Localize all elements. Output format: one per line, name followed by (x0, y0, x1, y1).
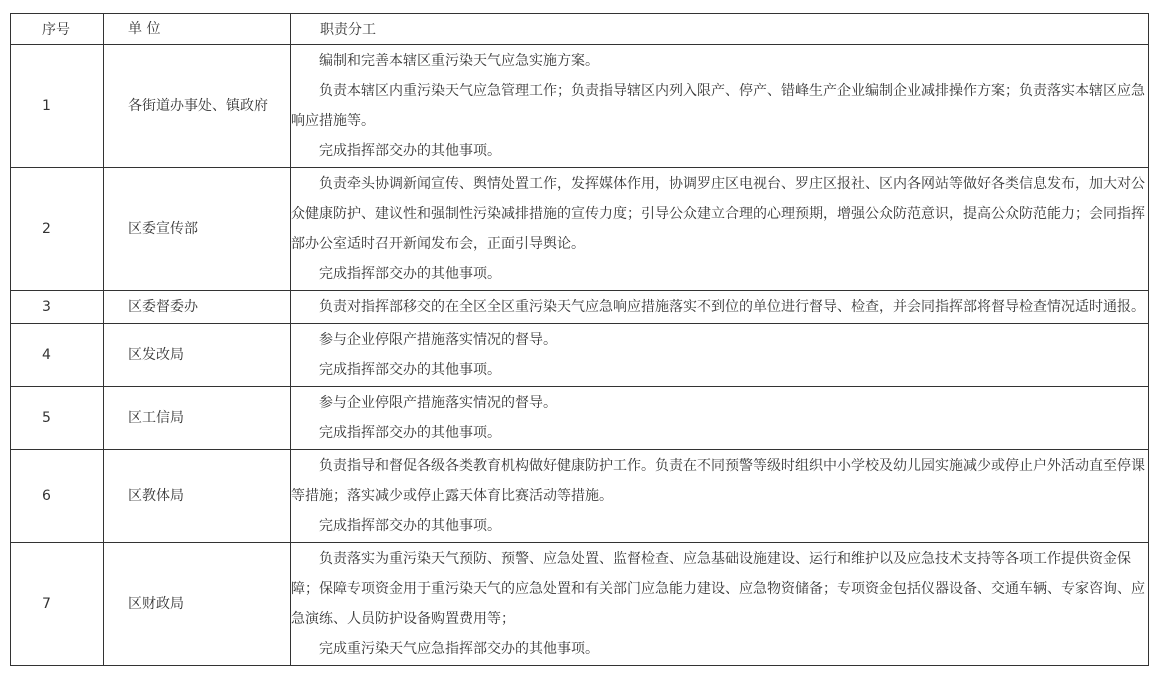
row-number: 4 (11, 324, 104, 387)
duty-table (10, 13, 1149, 666)
row-unit: 区发改局 (104, 324, 291, 387)
duty-paragraph: 负责指导和督促各级各类教育机构做好健康防护工作。负责在不同预警等级时组织中小学校及幼儿园实施减少或停止户外活动直至停课等措施；落实减少或停止露天体育比赛活动等措施。 (291, 458, 1145, 504)
duty-paragraph: 完成指挥部交办的其他事项。 (319, 425, 501, 441)
row-duties (291, 387, 1149, 450)
header-duty: 职责分工 (291, 14, 1149, 45)
row-unit: 区工信局 (104, 387, 291, 450)
row-unit: 各街道办事处、镇政府 (104, 45, 291, 168)
row-unit: 区委督委办 (104, 291, 291, 324)
duty-paragraph: 负责牵头协调新闻宣传、舆情处置工作，发挥媒体作用，协调罗庄区电视台、罗庄区报社、区内各网站等做好各类信息发布，加大对公众健康防护、建议性和强制性污染减排措施的宣传力度；引导公众建立合理的心理预期，增强公众防范意识，提高公众防范能力；会同指挥部办公室适时召开新闻发布会，正面引导舆论。 (291, 176, 1145, 252)
row-duties (291, 543, 1149, 666)
table-row (11, 450, 1149, 543)
table-row (11, 387, 1149, 450)
row-number: 5 (11, 387, 104, 450)
row-number: 1 (11, 45, 104, 168)
table-row (11, 291, 1149, 324)
row-number: 3 (11, 291, 104, 324)
duty-paragraph: 完成指挥部交办的其他事项。 (319, 266, 501, 282)
duty-paragraph: 完成指挥部交办的其他事项。 (319, 143, 501, 159)
duty-paragraph: 负责对指挥部移交的在全区全区重污染天气应急响应措施落实不到位的单位进行督导、检查，并会同指挥部将督导检查情况适时通报。 (319, 299, 1145, 315)
table-row (11, 168, 1149, 291)
row-duties (291, 450, 1149, 543)
duty-paragraph: 编制和完善本辖区重污染天气应急实施方案。 (319, 53, 599, 69)
row-number: 2 (11, 168, 104, 291)
header-unit: 单 位 (104, 14, 291, 45)
table-header-row (11, 14, 1149, 45)
row-number: 6 (11, 450, 104, 543)
table-row (11, 45, 1149, 168)
duty-paragraph: 参与企业停限产措施落实情况的督导。 (319, 395, 557, 411)
row-duties (291, 324, 1149, 387)
row-duties (291, 45, 1149, 168)
duty-paragraph: 参与企业停限产措施落实情况的督导。 (319, 332, 557, 348)
duty-paragraph: 负责落实为重污染天气预防、预警、应急处置、监督检查、应急基础设施建设、运行和维护以及应急技术支持等各项工作提供资金保障；保障专项资金用于重污染天气的应急处置和有关部门应急能力建设、应急物资储备；专项资金包括仪器设备、交通车辆、专家咨询、应急演练、人员防护设备购置费用等； (291, 551, 1145, 627)
row-duties (291, 291, 1149, 324)
table-row (11, 324, 1149, 387)
row-duties (291, 168, 1149, 291)
row-unit: 区委宣传部 (104, 168, 291, 291)
row-unit: 区教体局 (104, 450, 291, 543)
duty-paragraph: 完成重污染天气应急指挥部交办的其他事项。 (319, 641, 599, 657)
duty-paragraph: 完成指挥部交办的其他事项。 (319, 518, 501, 534)
table-row (11, 543, 1149, 666)
header-num: 序号 (11, 14, 104, 45)
row-unit: 区财政局 (104, 543, 291, 666)
duty-paragraph: 负责本辖区内重污染天气应急管理工作；负责指导辖区内列入限产、停产、错峰生产企业编制企业减排操作方案；负责落实本辖区应急响应措施等。 (291, 83, 1145, 129)
row-number: 7 (11, 543, 104, 666)
duty-paragraph: 完成指挥部交办的其他事项。 (319, 362, 501, 378)
